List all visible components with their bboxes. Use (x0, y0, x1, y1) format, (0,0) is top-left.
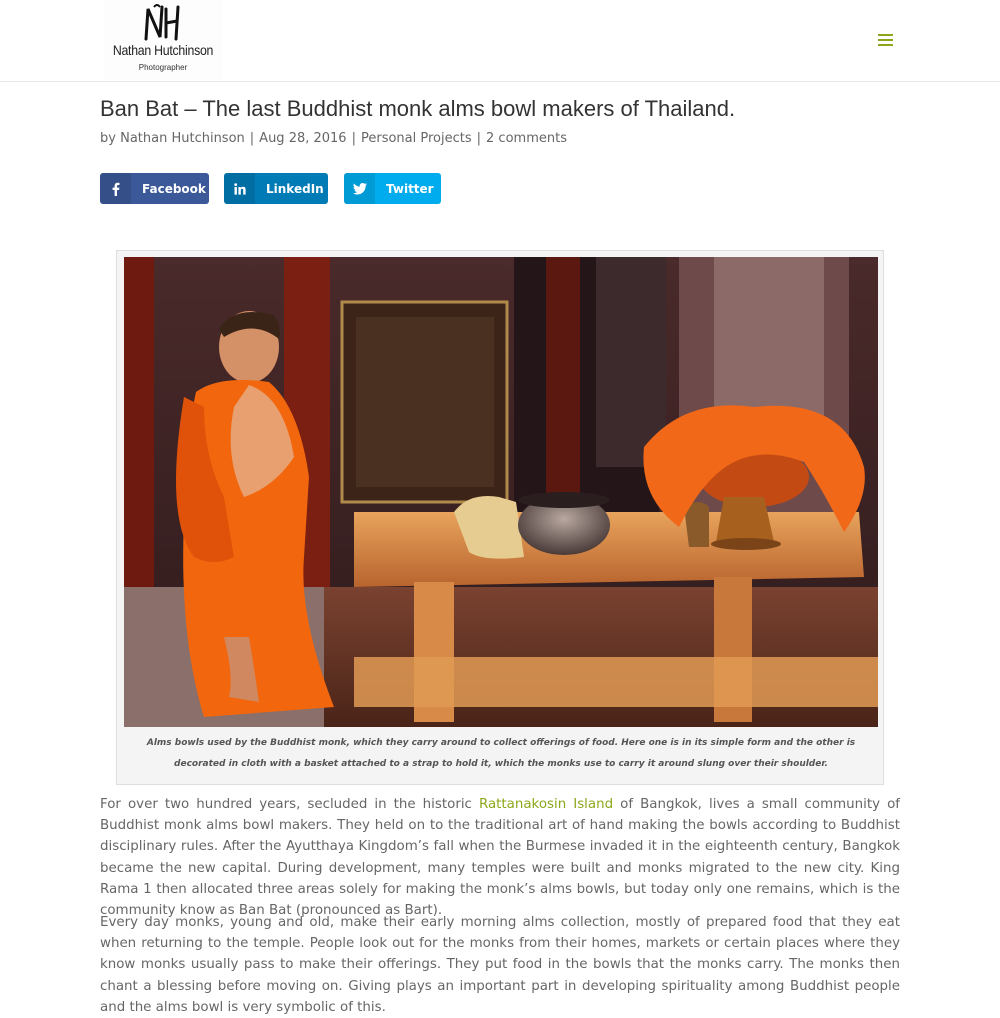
menu-bar (878, 39, 893, 41)
facebook-share-button[interactable] (100, 173, 209, 204)
menu-bar (878, 34, 893, 36)
post-date: Aug 28, 2016 (259, 131, 347, 146)
menu-bar (878, 44, 893, 46)
post-figure (116, 250, 884, 785)
rattanakosin-island-link[interactable]: Rattanakosin Island (478, 797, 614, 812)
nh-monogram-icon (142, 3, 184, 43)
paragraph-text: For over two hundred years, secluded in the historic (100, 797, 479, 812)
body-paragraph: Every day monks, young and old, make their early morning alms collection, mostly of prepared food that they eat when returning to the temple. People look out for the monks from their homes, markets or certain places where they know monks usually pass to make their offerings. They put food in the bowls that the monks carry. The monks then chant a blessing before moving on. Giving plays an important part in developing spirituality among Buddhist people and the alms bowl is very symbolic of this. (100, 915, 900, 1015)
meta-prefix: by (100, 131, 116, 146)
body-paragraph (100, 794, 900, 921)
linkedin-icon (224, 173, 255, 204)
twitter-share-label: Twitter (386, 181, 434, 196)
monk-alms-bowl-photo (124, 257, 878, 727)
hamburger-menu-icon[interactable] (876, 31, 898, 49)
post-title: Ban Bat – The last Buddhist monk alms bowl makers of Thailand. (100, 96, 736, 121)
category-link[interactable]: Personal Projects (360, 131, 472, 146)
figure-caption: Alms bowls used by the Buddhist monk, which they carry around to collect offerings of food. Here one is in its simple form and the other is decorated in cloth with a basket attached to a strap to hold it, which the monks use to carry it around slung over their shoulder. (146, 738, 856, 769)
paragraph-text: of Bangkok, lives a small community of Buddhist monk alms bowl makers. They held on to the traditional art of hand making the bowls according to Buddhist disciplinary rules. After the Ayutthaya Kingdom’s fall when the Burmese invaded it in the eighteenth century, Bangkok became the new capital. During development, many temples were built and monks migrated to the new city. King Rama 1 then allocated three areas solely for making the monk’s alms bowls, but today only one remains, which is the community know as Ban Bat (pronounced as Bart). (100, 797, 900, 919)
meta-separator: | (476, 131, 482, 146)
photo-illustration (124, 257, 878, 727)
twitter-share-button[interactable] (344, 173, 441, 204)
logo-name: Nathan Hutchinson (112, 42, 214, 58)
facebook-share-label: Facebook (142, 181, 206, 196)
meta-separator: | (249, 131, 255, 146)
author-link[interactable]: Nathan Hutchinson (120, 131, 245, 146)
meta-separator: | (351, 131, 356, 146)
logo-subtitle: Photographer (138, 63, 188, 72)
twitter-icon (344, 173, 375, 204)
post-meta (100, 131, 567, 146)
comments-link[interactable]: 2 comments (486, 131, 567, 146)
facebook-icon (100, 173, 131, 204)
linkedin-share-label: LinkedIn (266, 181, 324, 196)
site-logo[interactable] (104, 0, 222, 80)
site-header (0, 0, 1000, 82)
linkedin-share-button[interactable] (224, 173, 328, 204)
